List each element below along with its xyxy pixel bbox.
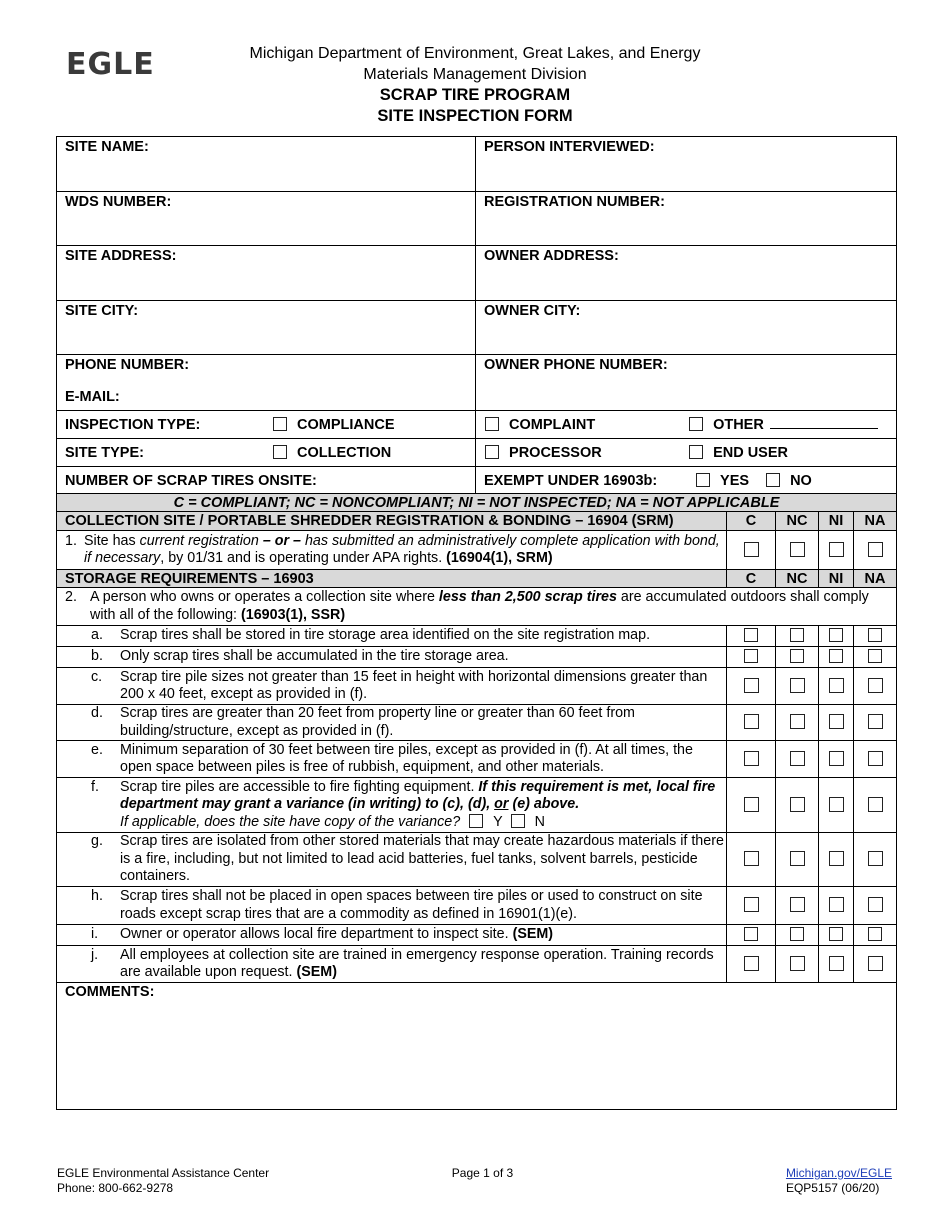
checklist-row-2e: e. Minimum separation of 30 feet between tire piles, except as provided in (f). At all times, the open space between piles is free of rubbish, equipment, and other materials. bbox=[57, 741, 897, 778]
registration-number-field[interactable]: REGISTRATION NUMBER: bbox=[476, 192, 897, 246]
row2b-c-checkbox[interactable] bbox=[744, 649, 758, 663]
row2g-c-checkbox[interactable] bbox=[744, 851, 759, 866]
site-type-label: SITE TYPE: bbox=[65, 444, 144, 461]
row2b-nc-checkbox[interactable] bbox=[790, 649, 804, 663]
row2h-nc-checkbox[interactable] bbox=[790, 897, 805, 912]
site-address-field[interactable]: SITE ADDRESS: bbox=[57, 246, 476, 301]
row2f-c-checkbox[interactable] bbox=[744, 797, 759, 812]
variance-yes-checkbox[interactable] bbox=[469, 814, 483, 828]
checklist-row-2d: d. Scrap tires are greater than 20 feet from property line or greater than 60 feet from building/structure, except as provided in (f). bbox=[57, 705, 897, 741]
row1-c-checkbox[interactable] bbox=[744, 542, 759, 557]
col-header-ni-2: NI bbox=[819, 570, 854, 588]
wds-number-field[interactable]: WDS NUMBER: bbox=[57, 192, 476, 246]
exempt-label: EXEMPT UNDER 16903b: bbox=[484, 472, 658, 489]
exempt-no-checkbox[interactable] bbox=[766, 473, 780, 487]
processor-checkbox[interactable] bbox=[485, 445, 499, 459]
row2i-ni-checkbox[interactable] bbox=[829, 927, 843, 941]
comments-box[interactable] bbox=[57, 983, 897, 1110]
col-header-nc-2: NC bbox=[776, 570, 819, 588]
row2b-ni-checkbox[interactable] bbox=[829, 649, 843, 663]
site-info-table bbox=[56, 136, 897, 495]
number-of-tires-field[interactable]: NUMBER OF SCRAP TIRES ONSITE: bbox=[57, 467, 476, 495]
end-user-checkbox[interactable] bbox=[689, 445, 703, 459]
col-header-ni: NI bbox=[819, 512, 854, 531]
checklist-row-2i: i. Owner or operator allows local fire department to inspect site. (SEM) bbox=[57, 925, 897, 946]
processor-label: PROCESSOR bbox=[509, 444, 602, 461]
row2c-ni-checkbox[interactable] bbox=[829, 678, 844, 693]
other-checkbox[interactable] bbox=[689, 417, 703, 431]
owner-phone-field[interactable]: OWNER PHONE NUMBER: bbox=[476, 355, 897, 411]
row2d-nc-checkbox[interactable] bbox=[790, 714, 805, 729]
checklist-row-2j: j. All employees at collection site are trained in emergency response operation. Training records are available upon request. (SEM) bbox=[57, 946, 897, 983]
row2a-ni-checkbox[interactable] bbox=[829, 628, 843, 642]
other-label: OTHER bbox=[713, 417, 764, 433]
checklist-row-2g: g. Scrap tires are isolated from other stored materials that may create hazardous materials if there is a fire, including, but not limited to lead acid batteries, fuel tanks, solvent barrels, pesticide containers. bbox=[57, 833, 897, 887]
section2-header: STORAGE REQUIREMENTS – 16903 bbox=[57, 570, 727, 588]
site-city-field[interactable]: SITE CITY: bbox=[57, 301, 476, 355]
col-header-na: NA bbox=[854, 512, 897, 531]
checklist-row-2f: f. Scrap tire piles are accessible to fire fighting equipment. If this requirement is met, local fire department may grant a variance (in writing) to (c), (d), or (e) above. If applicable, does the site have copy of the variance? Y N bbox=[57, 778, 897, 833]
row2a-nc-checkbox[interactable] bbox=[790, 628, 804, 642]
variance-no-checkbox[interactable] bbox=[511, 814, 525, 828]
row2a-na-checkbox[interactable] bbox=[868, 628, 882, 642]
row2d-na-checkbox[interactable] bbox=[868, 714, 883, 729]
checklist-row-1: 1. Site has current registration – or – has submitted an administratively complete application with bond, if necessary, by 01/31 and is operating under APA rights. (16904(1), SRM) bbox=[57, 531, 897, 570]
exempt-yes-label: YES bbox=[720, 472, 750, 489]
col-header-c: C bbox=[727, 512, 776, 531]
row2j-c-checkbox[interactable] bbox=[744, 956, 759, 971]
row2f-ni-checkbox[interactable] bbox=[829, 797, 844, 812]
department-name: Michigan Department of Environment, Great Lakes, and Energy bbox=[249, 45, 701, 62]
comments-label: COMMENTS: bbox=[65, 984, 155, 1000]
compliance-checkbox[interactable] bbox=[273, 417, 287, 431]
complaint-label: COMPLAINT bbox=[509, 417, 596, 433]
row2g-ni-checkbox[interactable] bbox=[829, 851, 844, 866]
email-label: E-MAIL: bbox=[65, 389, 120, 405]
row2a-c-checkbox[interactable] bbox=[744, 628, 758, 642]
footer-right bbox=[786, 1166, 892, 1195]
row1-nc-checkbox[interactable] bbox=[790, 542, 805, 557]
egle-logo: EGLE bbox=[66, 47, 155, 82]
row2j-ni-checkbox[interactable] bbox=[829, 956, 844, 971]
row2e-nc-checkbox[interactable] bbox=[790, 751, 805, 766]
row2d-ni-checkbox[interactable] bbox=[829, 714, 844, 729]
collection-checkbox[interactable] bbox=[273, 445, 287, 459]
row2h-c-checkbox[interactable] bbox=[744, 897, 759, 912]
row2j-nc-checkbox[interactable] bbox=[790, 956, 805, 971]
row2d-c-checkbox[interactable] bbox=[744, 714, 759, 729]
checklist-row-2h: h. Scrap tires shall not be placed in open spaces between tire piles or used to construct on site roads except scrap tires that are a commodity as defined in 16901(1)(e). bbox=[57, 887, 897, 925]
checklist-row-2c: c. Scrap tire pile sizes not greater than 15 feet in height with horizontal dimensions greater than 200 x 40 feet, except as provided in (f). bbox=[57, 668, 897, 705]
row1-ni-checkbox[interactable] bbox=[829, 542, 844, 557]
checklist-row-2a: a. Scrap tires shall be stored in tire storage area identified on the site registration map. bbox=[57, 626, 897, 647]
exempt-no-label: NO bbox=[790, 472, 812, 489]
row2b-na-checkbox[interactable] bbox=[868, 649, 882, 663]
site-name-field[interactable]: SITE NAME: bbox=[57, 137, 476, 192]
program-title: SCRAP TIRE PROGRAM bbox=[379, 86, 571, 104]
form-title: SITE INSPECTION FORM bbox=[377, 106, 573, 125]
row2h-ni-checkbox[interactable] bbox=[829, 897, 844, 912]
variance-yes-label: Y bbox=[493, 813, 503, 830]
footer-phone: Phone: 800-662-9278 bbox=[57, 1180, 174, 1195]
form-number: EQP5157 (06/20) bbox=[785, 1180, 880, 1195]
row2g-na-checkbox[interactable] bbox=[868, 851, 883, 866]
inspection-type-label: INSPECTION TYPE: bbox=[65, 416, 201, 433]
row2e-c-checkbox[interactable] bbox=[744, 751, 759, 766]
row2g-nc-checkbox[interactable] bbox=[790, 851, 805, 866]
row2h-na-checkbox[interactable] bbox=[868, 897, 883, 912]
other-specify-line[interactable] bbox=[770, 416, 878, 429]
row2f-nc-checkbox[interactable] bbox=[790, 797, 805, 812]
collection-label: COLLECTION bbox=[297, 444, 392, 461]
footer-center-name: EGLE Environmental Assistance Center bbox=[57, 1166, 270, 1180]
row2e-ni-checkbox[interactable] bbox=[829, 751, 844, 766]
owner-city-field[interactable]: OWNER CITY: bbox=[476, 301, 897, 355]
legend-row: C = COMPLIANT; NC = NONCOMPLIANT; NI = NOT INSPECTED; NA = NOT APPLICABLE bbox=[57, 494, 897, 512]
checklist-row-2-intro: 2. A person who owns or operates a collection site where less than 2,500 scrap tires are accumulated outdoors shall comply with all of the following: (16903(1), SSR) bbox=[57, 588, 897, 626]
inspection-checklist-table bbox=[56, 493, 897, 1110]
row2i-nc-checkbox[interactable] bbox=[790, 927, 804, 941]
form-header bbox=[0, 44, 950, 126]
row2f-na-checkbox[interactable] bbox=[868, 797, 883, 812]
row2c-na-checkbox[interactable] bbox=[868, 678, 883, 693]
row2c-nc-checkbox[interactable] bbox=[790, 678, 805, 693]
person-interviewed-field[interactable]: PERSON INTERVIEWED: bbox=[476, 137, 897, 192]
variance-no-label: N bbox=[534, 813, 545, 830]
egle-website-link[interactable]: Michigan.gov/EGLE bbox=[785, 1166, 892, 1180]
section1-header: COLLECTION SITE / PORTABLE SHREDDER REGISTRATION & BONDING – 16904 (SRM) bbox=[57, 512, 727, 531]
row2e-na-checkbox[interactable] bbox=[868, 751, 883, 766]
phone-number-label: PHONE NUMBER: bbox=[65, 357, 190, 373]
col-header-na-2: NA bbox=[854, 570, 897, 588]
owner-address-field[interactable]: OWNER ADDRESS: bbox=[476, 246, 897, 301]
page-number: Page 1 of 3 bbox=[451, 1166, 514, 1180]
row2j-na-checkbox[interactable] bbox=[868, 956, 883, 971]
phone-email-field[interactable] bbox=[57, 355, 476, 411]
division-name: Materials Management Division bbox=[363, 65, 587, 83]
exempt-yes-checkbox[interactable] bbox=[696, 473, 710, 487]
col-header-c-2: C bbox=[727, 570, 776, 588]
row2c-c-checkbox[interactable] bbox=[744, 678, 759, 693]
row2i-na-checkbox[interactable] bbox=[868, 927, 882, 941]
complaint-checkbox[interactable] bbox=[485, 417, 499, 431]
row2i-c-checkbox[interactable] bbox=[744, 927, 758, 941]
compliance-label: COMPLIANCE bbox=[297, 416, 395, 433]
row1-na-checkbox[interactable] bbox=[868, 542, 883, 557]
col-header-nc: NC bbox=[776, 512, 819, 531]
checklist-row-2b: b. Only scrap tires shall be accumulated in the tire storage area. bbox=[57, 647, 897, 668]
end-user-label: END USER bbox=[713, 444, 788, 461]
